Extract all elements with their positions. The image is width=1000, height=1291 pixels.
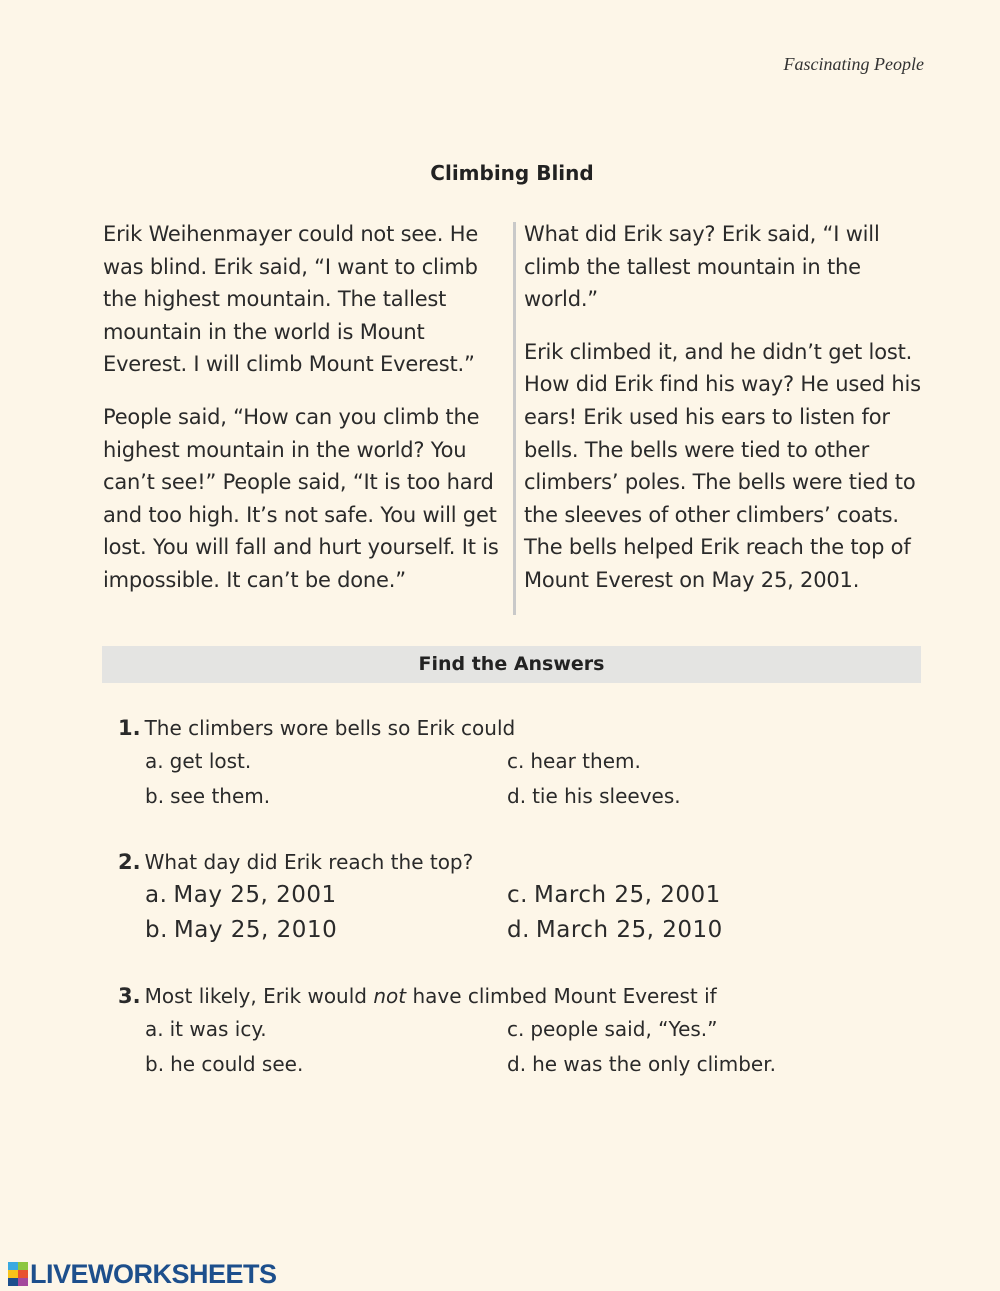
option-text: March 25, 2001 — [533, 882, 721, 908]
liveworksheets-logo[interactable] — [8, 1260, 277, 1288]
option-text: he could see. — [170, 1052, 304, 1076]
running-head: Fascinating People — [783, 54, 924, 74]
question-number: 1. — [118, 716, 141, 740]
option-letter: b. — [145, 784, 165, 808]
question-number: 3. — [118, 984, 141, 1008]
option-text: May 25, 2001 — [173, 882, 337, 908]
option-row — [118, 1047, 918, 1082]
question-number: 2. — [118, 850, 141, 874]
option-letter: c. — [507, 882, 528, 908]
option-b[interactable] — [145, 1047, 303, 1082]
option-row — [118, 878, 918, 913]
story-paragraph: Erik climbed it, and he didn’t get lost. How did Erik find his way? He used his ears! Erik used his ears to listen for bells. The bells were tied to other climbers’ poles. The bells were tied to the sleeves of other climbers’ coats. The bells helped Erik reach the top of Mount Everest on May 25, 2001. — [524, 339, 921, 592]
logo-tile — [18, 1270, 28, 1278]
story-left-column — [103, 218, 503, 617]
option-letter: d. — [507, 784, 527, 808]
question-1 — [118, 712, 918, 814]
column-divider — [513, 222, 516, 615]
liveworksheets-logo-icon — [8, 1262, 28, 1286]
story-paragraph: What did Erik say? Erik said, “I will climb the tallest mountain in the world.” — [524, 222, 880, 312]
option-text: May 25, 2010 — [173, 917, 338, 943]
question-text-before: Most likely, Erik would — [144, 984, 374, 1008]
question-3 — [118, 980, 918, 1082]
find-the-answers-heading: Find the Answers — [102, 646, 921, 683]
logo-tile — [8, 1278, 18, 1286]
option-text: people said, “Yes.” — [530, 1017, 718, 1041]
option-a[interactable] — [145, 1012, 267, 1047]
question-stem — [118, 846, 918, 878]
option-letter: c. — [507, 1017, 525, 1041]
story-paragraph: People said, “How can you climb the highest mountain in the world? You can’t see!” People said, “It is too hard and too high. It’s not safe. You will get lost. You will fall and hurt yourself. It is impossible. It can’t be done.” — [103, 404, 499, 592]
option-letter: a. — [145, 882, 168, 908]
question-stem — [118, 980, 918, 1012]
option-a[interactable] — [145, 744, 251, 779]
option-text: he was the only climber. — [532, 1052, 776, 1076]
option-c[interactable] — [507, 744, 641, 779]
option-c[interactable] — [507, 1012, 718, 1047]
question-text: The climbers wore bells so Erik could — [144, 716, 516, 740]
option-row — [118, 744, 918, 779]
logo-tile — [8, 1270, 18, 1278]
option-b[interactable] — [145, 913, 337, 948]
option-c[interactable] — [507, 878, 721, 913]
option-letter: d. — [507, 917, 530, 943]
option-d[interactable] — [507, 779, 681, 814]
option-d[interactable] — [507, 913, 723, 948]
logo-tile — [8, 1262, 18, 1270]
option-text: see them. — [170, 784, 271, 808]
option-row — [118, 1012, 918, 1047]
option-row — [118, 779, 918, 814]
option-text: get lost. — [169, 749, 252, 773]
story-title: Climbing Blind — [430, 161, 594, 185]
liveworksheets-logo-text: LIVEWORKSHEETS — [30, 1258, 277, 1289]
question-2 — [118, 846, 918, 948]
option-text: it was icy. — [169, 1017, 267, 1041]
option-text: tie his sleeves. — [532, 784, 681, 808]
option-letter: d. — [507, 1052, 527, 1076]
question-text-emphasis: not — [373, 984, 407, 1008]
option-letter: c. — [507, 749, 525, 773]
question-text: What day did Erik reach the top? — [144, 850, 474, 874]
option-letter: a. — [145, 1017, 164, 1041]
option-text: hear them. — [530, 749, 641, 773]
story-right-column — [524, 218, 924, 617]
logo-tile — [18, 1278, 28, 1286]
logo-tile — [18, 1262, 28, 1270]
option-letter: b. — [145, 917, 168, 943]
option-row — [118, 913, 918, 948]
option-d[interactable] — [507, 1047, 776, 1082]
option-b[interactable] — [145, 779, 270, 814]
story-paragraph: Erik Weihenmayer could not see. He was blind. Erik said, “I want to climb the highest mountain. The tallest mountain in the world is Mount Everest. I will climb Mount Everest.” — [103, 222, 479, 377]
question-stem — [118, 712, 918, 744]
option-letter: b. — [145, 1052, 165, 1076]
option-letter: a. — [145, 749, 164, 773]
question-text-after: have climbed Mount Everest if — [406, 984, 717, 1008]
option-a[interactable] — [145, 878, 337, 913]
option-text: March 25, 2010 — [535, 917, 723, 943]
